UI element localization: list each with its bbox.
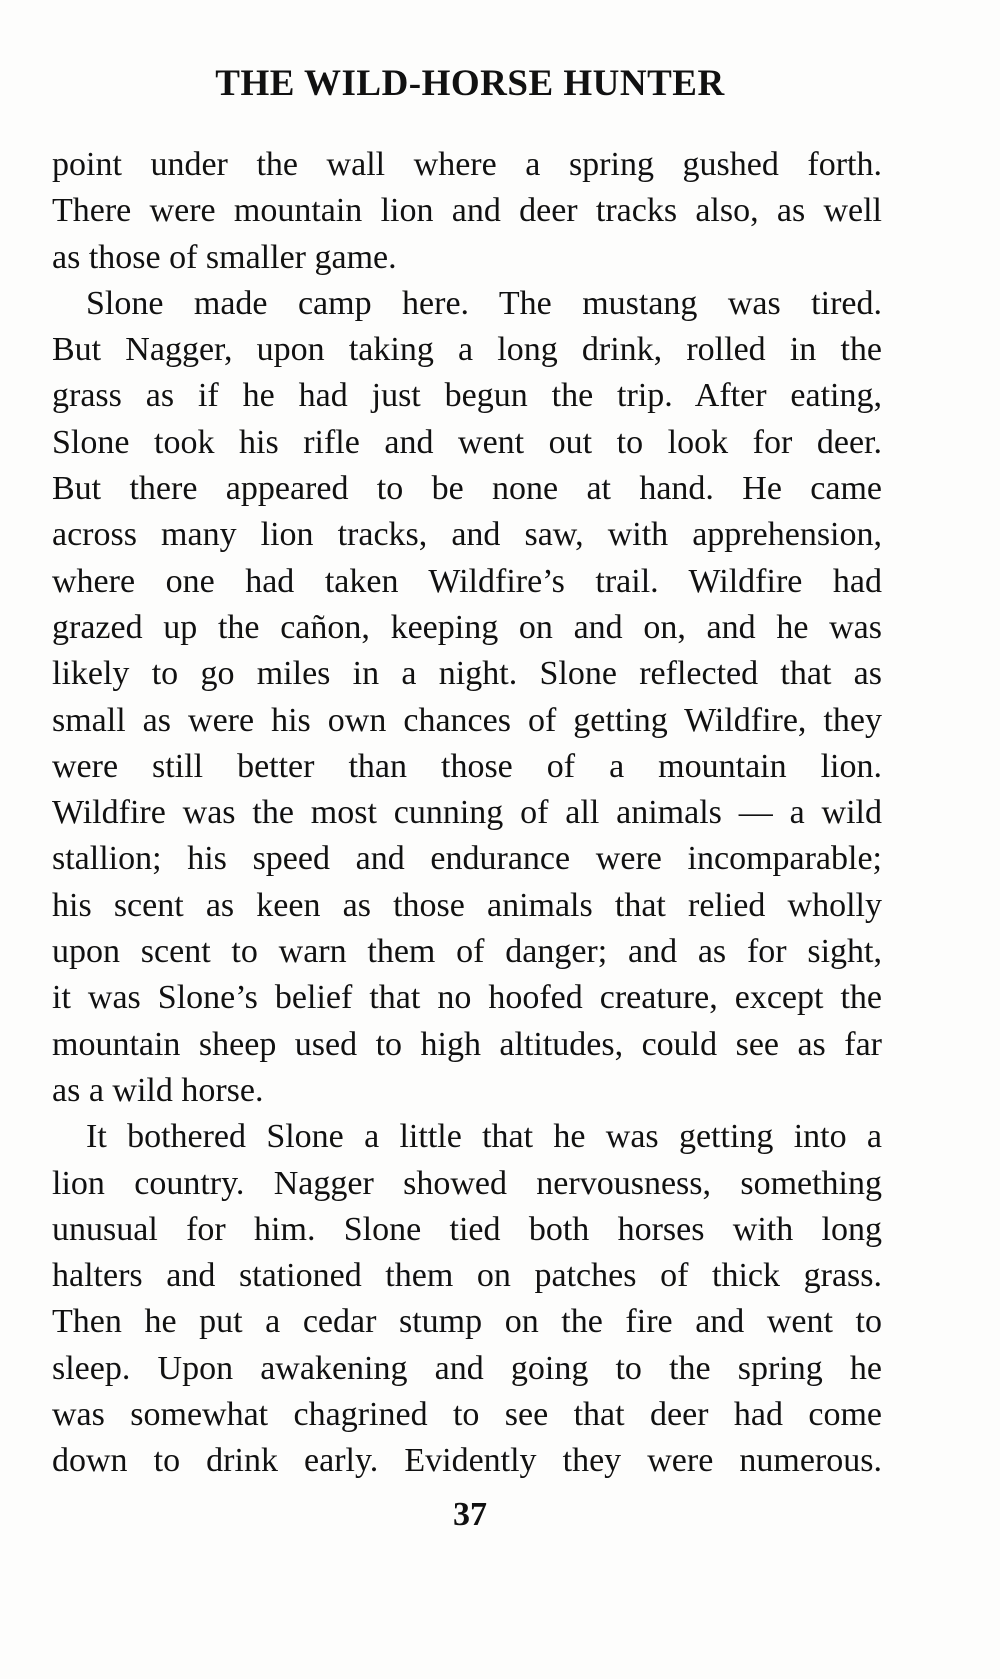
text-line: across many lion tracks, and saw, with apprehension, bbox=[52, 516, 882, 554]
text-line: his scent as keen as those animals that relied wholly bbox=[52, 886, 882, 924]
text-line: down to drink early. Evidently they were numerous. bbox=[52, 1442, 882, 1480]
running-head: THE WILD-HORSE HUNTER bbox=[215, 63, 725, 104]
text-line: grazed up the cañon, keeping on and on, and he was bbox=[52, 608, 882, 646]
text-line: But Nagger, upon taking a long drink, rolled in the bbox=[52, 331, 882, 369]
text-line: were still better than those of a mountain lion. bbox=[52, 747, 882, 785]
text-line: It bothered Slone a little that he was getting into a bbox=[86, 1118, 882, 1156]
text-line: as those of smaller game. bbox=[52, 238, 397, 276]
text-line: Slone took his rifle and went out to look for deer. bbox=[52, 423, 882, 461]
page-number: 37 bbox=[453, 1496, 487, 1533]
text-line: grass as if he had just begun the trip. After eating, bbox=[52, 377, 882, 415]
text-line: unusual for him. Slone tied both horses with long bbox=[52, 1210, 882, 1248]
text-line: Then he put a cedar stump on the fire and went to bbox=[52, 1303, 882, 1341]
text-line: halters and stationed them on patches of thick grass. bbox=[52, 1257, 882, 1295]
text-line: as a wild horse. bbox=[52, 1071, 264, 1109]
text-line: likely to go miles in a night. Slone reflected that as bbox=[52, 655, 882, 693]
text-line: upon scent to warn them of danger; and as for sight, bbox=[52, 933, 882, 971]
text-line: Wildfire was the most cunning of all animals — a wild bbox=[52, 794, 882, 832]
text-line: lion country. Nagger showed nervousness, something bbox=[52, 1164, 882, 1202]
text-line: point under the wall where a spring gushed forth. bbox=[52, 146, 882, 183]
text-line: mountain sheep used to high altitudes, could see as far bbox=[52, 1025, 882, 1063]
text-line: it was Slone’s belief that no hoofed creature, except the bbox=[52, 979, 882, 1017]
text-line: Slone made camp here. The mustang was tired. bbox=[86, 284, 882, 322]
body-text bbox=[52, 142, 882, 1485]
text-line: stallion; his speed and endurance were incomparable; bbox=[52, 840, 882, 878]
text-line: small as were his own chances of getting Wildfire, they bbox=[52, 701, 882, 739]
text-line: There were mountain lion and deer tracks also, as well bbox=[52, 192, 882, 230]
text-line: was somewhat chagrined to see that deer had come bbox=[52, 1396, 882, 1434]
text-line: where one had taken Wildfire’s trail. Wildfire had bbox=[52, 562, 882, 600]
text-line: But there appeared to be none at hand. He came bbox=[52, 470, 882, 508]
text-line: sleep. Upon awakening and going to the spring he bbox=[52, 1349, 882, 1387]
